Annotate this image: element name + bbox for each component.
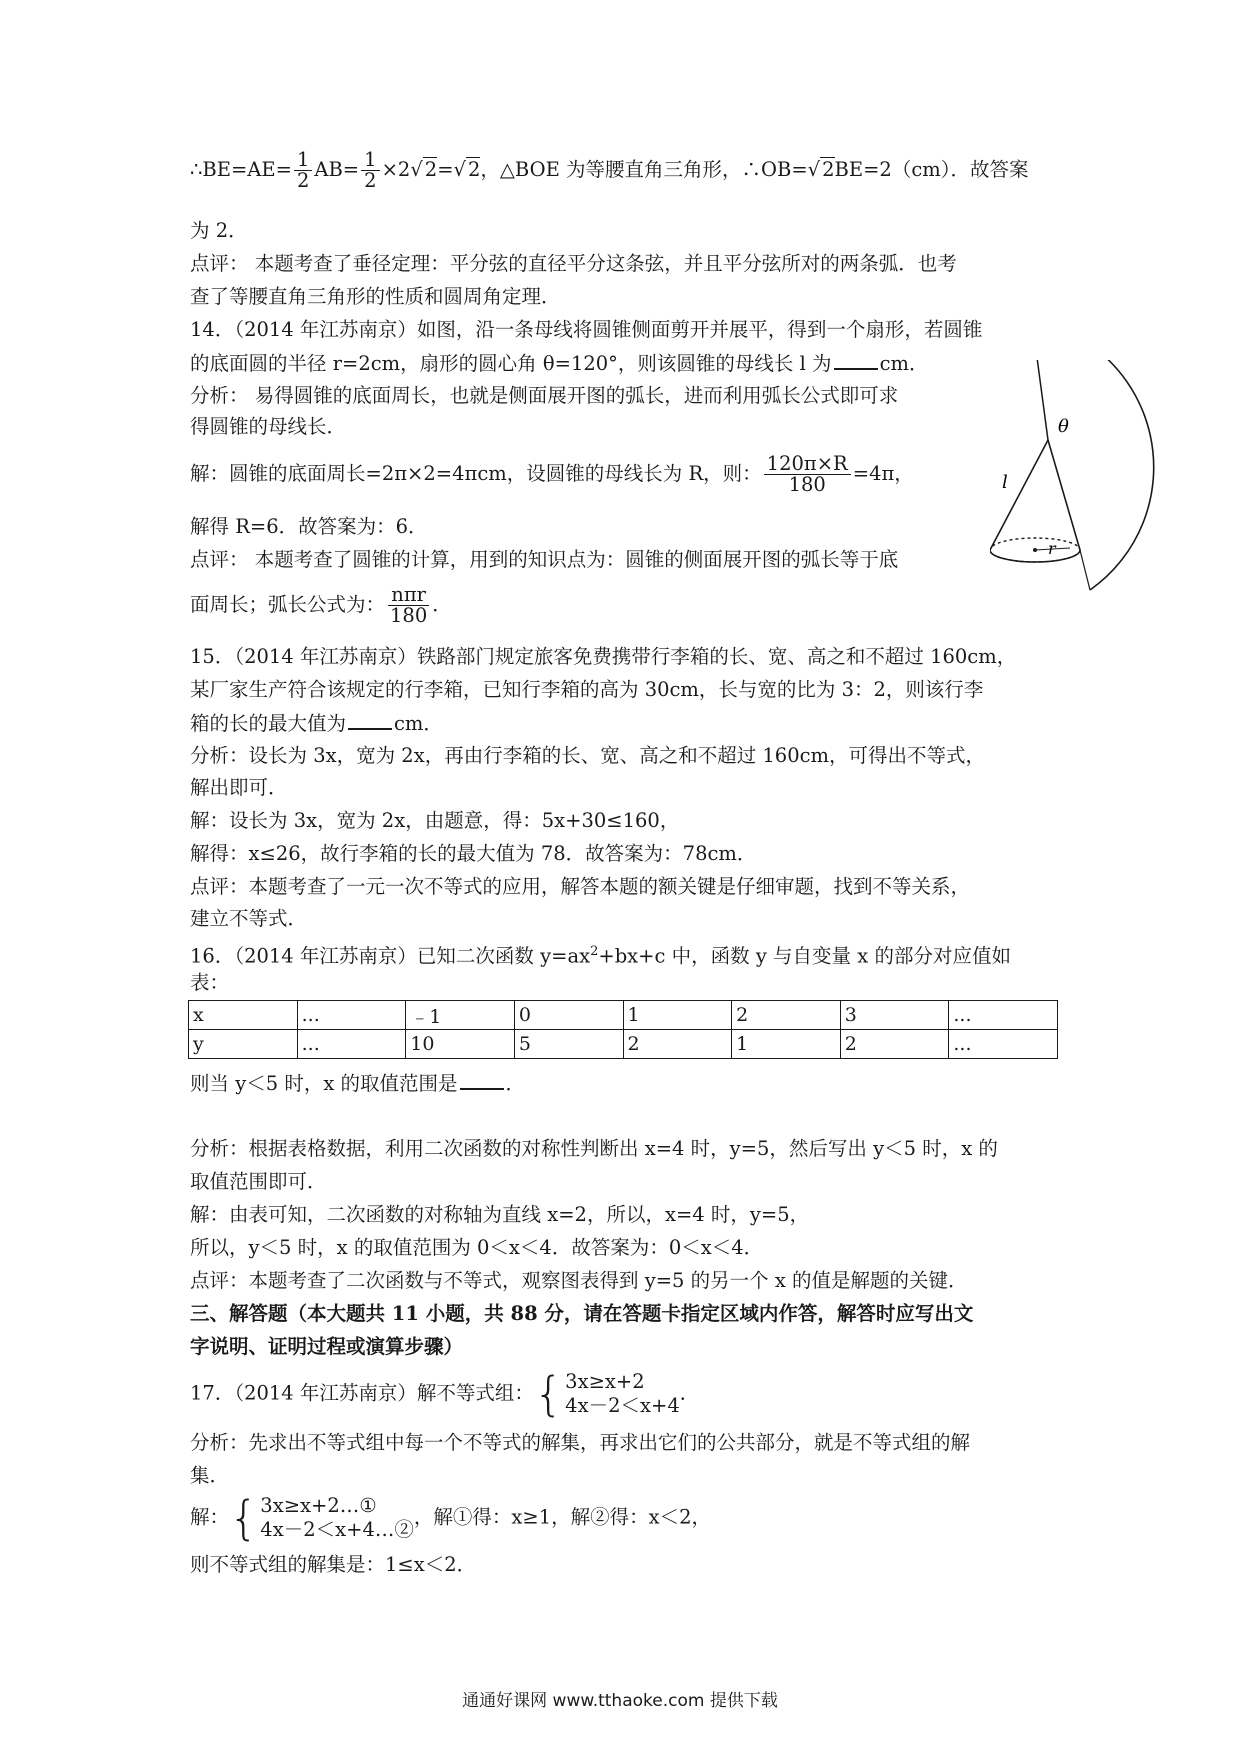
text: 箱的长的最大值为	[190, 712, 347, 735]
text: 16．（2014 年江苏南京）已知二次函数 y=ax	[190, 944, 591, 968]
line-27: 解：由表可知，二次函数的对称轴为直线 x=2，所以，x=4 时，y=5，	[190, 1203, 810, 1226]
denominator: 2	[364, 169, 377, 192]
table-cell: y	[189, 1030, 298, 1059]
numerator: 1	[294, 150, 312, 171]
line-6	[190, 350, 928, 377]
sector-radius-line	[1032, 360, 1048, 440]
text: ．	[432, 593, 452, 616]
line-24	[190, 1070, 525, 1097]
line-22	[190, 939, 1011, 970]
line-17: 解出即可．	[190, 776, 288, 799]
l-label: l	[1002, 472, 1008, 493]
line-11: 点评： 本题考查了圆锥的计算，用到的知识点为：圆锥的侧面展开图的弧长等于底	[190, 548, 899, 571]
line-1: ∴BE=AE= $\frac{1}{2}$ AB= $\frac{1}{2}$ ×2√ 2=√ 2，△BOE 为等腰直角三角形，∴OB=√ 2BE=2（cm）．故答案	[190, 148, 1029, 192]
line-18: 解：设长为 3x，宽为 2x，由题意，得：5x+30≤160，	[190, 809, 680, 832]
line-36: 则不等式组的解集是：1≤x＜2．	[190, 1553, 477, 1576]
table-cell: 2	[623, 1030, 732, 1059]
line-7: 分析： 易得圆锥的底面周长，也就是侧面展开图的弧长，进而利用弧长公式即可求	[190, 384, 899, 407]
table-cell: 1	[623, 1001, 732, 1030]
line-19: 解得：x≤26，故行李箱的长的最大值为 78．故答案为：78cm．	[190, 842, 757, 865]
text: ，解①得：x≥1，解②得：x＜2，	[413, 1505, 712, 1529]
line-26: 取值范围即可．	[190, 1170, 327, 1193]
table-cell: 0	[514, 1001, 623, 1030]
line-35	[190, 1491, 712, 1545]
line-34: 集．	[190, 1464, 230, 1487]
table-cell: ...	[949, 1030, 1058, 1059]
table-cell: ...	[297, 1001, 406, 1030]
cone-sector-figure	[990, 360, 1190, 600]
fraction-arc	[764, 454, 851, 495]
line-32	[190, 1367, 700, 1421]
fraction-half-1	[294, 150, 312, 191]
line-15	[190, 710, 443, 737]
line-14: 某厂家生产符合该规定的行李箱，已知行李箱的高为 30cm，长与宽的比为 3：2，则该行李	[190, 678, 984, 701]
text: BE=2（cm）．故答案	[834, 158, 1029, 181]
text: ．	[679, 1381, 700, 1405]
line-28: 所以，y＜5 时，x 的取值范围为 0＜x＜4．故答案为：0＜x＜4．	[190, 1236, 764, 1259]
table-cell: 5	[514, 1030, 623, 1059]
text: 的底面圆的半径 r=2cm，扇形的圆心角 θ=120°，则该圆锥的母线长 l 为	[190, 352, 832, 375]
inequality-system	[533, 1367, 680, 1421]
denominator: 2	[296, 169, 310, 192]
brace-glyph: {	[229, 1491, 259, 1545]
inequality-row: 4x－2＜x+4…②	[260, 1518, 414, 1541]
inequality-row: 3x≥x+2…①	[260, 1494, 377, 1517]
section-heading-cont: 字说明、证明过程或演算步骤）	[190, 1335, 464, 1358]
text: =4π，	[852, 462, 914, 485]
sector-edge	[1080, 550, 1090, 590]
table-cell: 3	[840, 1001, 949, 1030]
sqrt-arg: 2	[822, 158, 835, 181]
denominator: 180	[788, 473, 826, 496]
inequality-system-labeled	[229, 1491, 414, 1545]
text: AB=	[314, 158, 360, 181]
value-table	[188, 1000, 1058, 1059]
table-cell: x	[189, 1001, 298, 1030]
table-cell: 10	[406, 1030, 515, 1059]
sqrt-arg: 2	[424, 158, 438, 181]
r-label: r	[1048, 539, 1056, 558]
line-20: 点评：本题考查了一元一次不等式的应用，解答本题的额关键是仔细审题，找到不等关系，	[190, 875, 971, 898]
text: ，△BOE 为等腰直角三角形，∴OB=	[480, 158, 808, 181]
text: cm．	[879, 352, 929, 375]
sqrt-arg: 2	[467, 158, 481, 181]
line-10: 解得 R=6．故答案为：6．	[190, 515, 428, 538]
answer-blank	[834, 350, 878, 370]
inequality-row: 4x－2＜x+4	[565, 1394, 680, 1417]
brace-glyph: {	[533, 1367, 564, 1421]
line-21: 建立不等式．	[190, 907, 308, 930]
line-4: 查了等腰直角三角形的性质和圆周角定理．	[190, 285, 561, 308]
numerator: 120π×R	[764, 454, 851, 475]
theta-label: θ	[1058, 416, 1069, 437]
line-9	[190, 454, 914, 495]
line-2: 为 2．	[190, 219, 248, 242]
line-29: 点评：本题考查了二次函数与不等式，观察图表得到 y=5 的另一个 x 的值是解题的关键．	[190, 1269, 968, 1292]
numerator: 1	[361, 150, 379, 171]
table-cell: ﹣1	[406, 1001, 515, 1030]
text: =	[437, 158, 454, 181]
line-33: 分析：先求出不等式组中每一个不等式的解集，再求出它们的公共部分，就是不等式组的解	[190, 1431, 971, 1454]
superscript: 2	[590, 944, 599, 959]
text: +bx+c 中，函数 y 与自变量 x 的部分对应值如	[598, 944, 1011, 968]
inequality-row: 3x≥x+2	[565, 1370, 645, 1393]
cone-slant-right	[1048, 440, 1080, 550]
line-8: 得圆锥的母线长．	[190, 415, 347, 438]
fraction-arc-formula	[387, 585, 430, 626]
table-cell: ...	[949, 1001, 1058, 1030]
line-13: 15．（2014 年江苏南京）铁路部门规定旅客免费携带行李箱的长、宽、高之和不超过 160cm，	[190, 645, 1017, 668]
line-3: 点评： 本题考查了垂径定理：平分弦的直径平分这条弦，并且平分弦所对的两条弧．也考	[190, 252, 957, 275]
answer-blank	[348, 710, 392, 730]
line-16: 分析：设长为 3x，宽为 2x，再由行李箱的长、宽、高之和不超过 160cm，可得出不等式，	[190, 744, 986, 767]
line-5: 14．（2014 年江苏南京）如图，沿一条母线将圆锥侧面剪开并展平，得到一个扇形，若圆锥	[190, 318, 983, 341]
table-cell: 2	[732, 1001, 841, 1030]
text: ×2	[381, 158, 411, 181]
text: 则当 y＜5 时，x 的取值范围是	[190, 1072, 458, 1095]
table-cell: ...	[297, 1030, 406, 1059]
text: 解：圆锥的底面周长=2π×2=4πcm，设圆锥的母线长为 R，则：	[190, 462, 762, 485]
text: 解：	[190, 1505, 230, 1529]
table-cell: 2	[840, 1030, 949, 1059]
section-heading: 三、解答题（本大题共 11 小题，共 88 分，请在答题卡指定区域内作答，解答时应写出文	[190, 1302, 974, 1325]
fraction-half-2	[361, 150, 379, 191]
table-row	[189, 1030, 1058, 1059]
answer-blank	[460, 1070, 504, 1090]
table-cell: 1	[732, 1030, 841, 1059]
cone-slant-left	[990, 440, 1048, 550]
denominator: 180	[390, 604, 428, 627]
text: 17．（2014 年江苏南京）解不等式组：	[190, 1381, 534, 1405]
line-23: 表：	[190, 971, 230, 994]
text: ∴BE=AE=	[190, 158, 292, 181]
line-25: 分析：根据表格数据，利用二次函数的对称性判断出 x=4 时，y=5，然后写出 y＜5 时，x 的	[190, 1137, 998, 1160]
table-row	[189, 1001, 1058, 1030]
text: cm．	[394, 712, 443, 735]
line-12	[190, 585, 452, 626]
footer: 通通好课网 www.tthaoke.com 提供下载	[462, 1691, 778, 1711]
text: 面周长；弧长公式为：	[190, 593, 386, 616]
numerator: nπr	[388, 585, 429, 606]
base-center	[1033, 548, 1037, 552]
text: ．	[505, 1072, 526, 1095]
